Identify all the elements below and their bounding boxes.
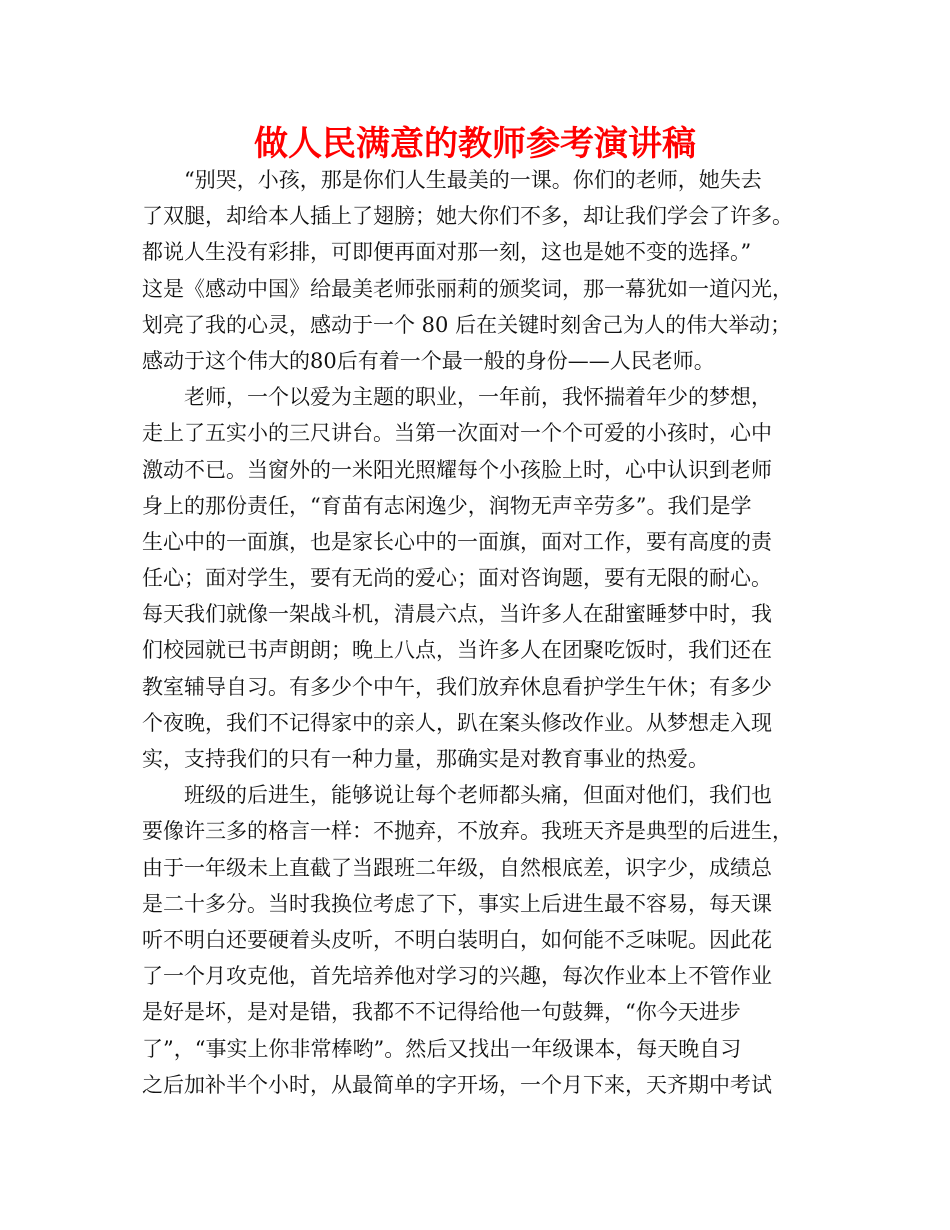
text-line: 是二十多分。当时我换位考虑了下，事实上后进生最不容易，每天课 <box>142 891 772 916</box>
text-line: 走上了五实小的三尺讲台。当第一次面对一个个可爱的小孩时，心中 <box>142 421 772 446</box>
document-body <box>142 162 810 1103</box>
text-line: 之后加补半个小时，从最简单的字开场，一个月下来，天齐期中考试 <box>142 1072 772 1097</box>
text-line: 感动于这个伟大的80后有着一个最一般的身份——人民老师。 <box>142 348 715 373</box>
text-line: 了一个月攻克他，首先培养他对学习的兴趣，每次作业本上不管作业 <box>142 964 772 989</box>
text-line: 班级的后进生，能够说让每个老师都头痛，但面对他们，我们也 <box>142 783 772 808</box>
paragraph-1 <box>142 162 810 379</box>
paragraph-2 <box>142 379 810 777</box>
text-line: 这是《感动中国》给最美老师张丽莉的颁奖词，那一幕犹如一道闪光， <box>142 276 793 301</box>
text-line: 生心中的一面旗，也是家长心中的一面旗，面对工作，要有高度的责 <box>142 529 772 554</box>
text-line: 由于一年级未上直截了当跟班二年级，自然根底差，识字少，成绩总 <box>142 855 772 880</box>
text-line: 都说人生没有彩排，可即便再面对那一刻，这也是她不变的选择。” <box>142 240 752 265</box>
document-title: 做人民满意的教师参考演讲稿 <box>254 124 696 164</box>
text-line: 身上的那份责任，“育苗有志闲逸少，润物无声辛劳多”。我们是学 <box>142 493 752 518</box>
text-line: 是好是坏，是对是错，我都不不记得给他一句鼓舞，“你今天进步 <box>142 1000 741 1025</box>
text-line: 每天我们就像一架战斗机，清晨六点，当许多人在甜蜜睡梦中时，我 <box>142 602 772 627</box>
text-line: 实，支持我们的只有一种力量，那确实是对教育事业的热爱。 <box>142 747 709 771</box>
text-line: 教室辅导自习。有多少个中午，我们放弃休息看护学生午休；有多少 <box>142 674 772 699</box>
text-line: 个夜晚，我们不记得家中的亲人，趴在案头修改作业。从梦想走入现 <box>142 710 772 735</box>
text-line: 划亮了我的心灵，感动于一个 80 后在关键时刻舍己为人的伟大举动； <box>142 312 792 337</box>
text-line: 了”，“事实上你非常棒哟”。然后又找出一年级课本，每天晚自习 <box>142 1036 742 1061</box>
text-line: 老师，一个以爱为主题的职业，一年前，我怀揣着年少的梦想， <box>142 385 772 410</box>
paragraph-3 <box>142 777 810 1103</box>
text-line: 们校园就已书声朗朗；晚上八点，当许多人在团聚吃饭时，我们还在 <box>142 638 772 663</box>
text-line: 听不明白还要硬着头皮听，不明白装明白，如何能不乏味呢。因此花 <box>142 927 772 952</box>
text-line: 了双腿，却给本人插上了翅膀；她大你们不多，却让我们学会了许多。 <box>142 204 793 229</box>
text-line: 激动不已。当窗外的一米阳光照耀每个小孩脸上时，心中认识到老师 <box>142 457 772 482</box>
text-line: “别哭，小孩，那是你们人生最美的一课。你们的老师，她失去 <box>142 168 762 192</box>
text-line: 任心；面对学生，要有无尚的爱心；面对咨询题，要有无限的耐心。 <box>142 566 772 591</box>
text-line: 要像许三多的格言一样：不抛弃，不放弃。我班天齐是典型的后进生， <box>142 819 793 844</box>
